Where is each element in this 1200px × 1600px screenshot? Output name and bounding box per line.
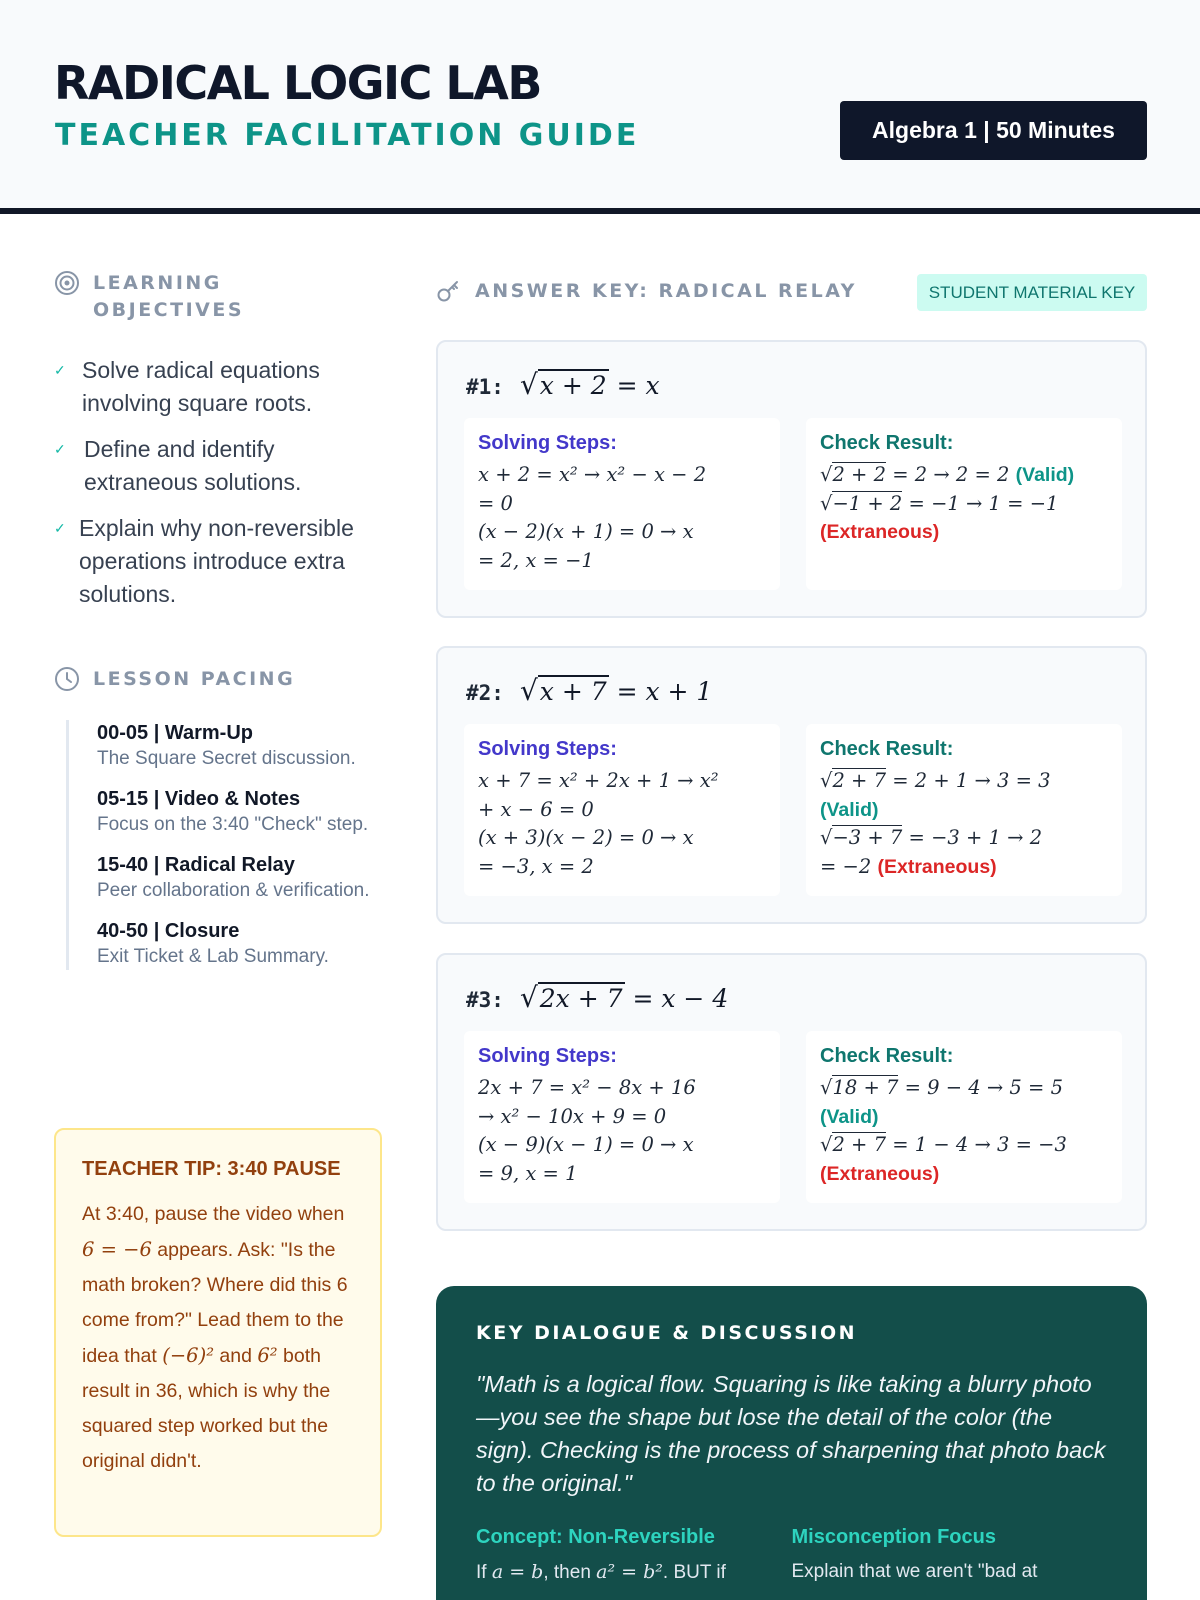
check-result-panel bbox=[806, 724, 1122, 896]
check-result-panel bbox=[806, 1031, 1122, 1203]
pacing-item-desc: Exit Ticket & Lab Summary. bbox=[97, 946, 329, 967]
key-icon bbox=[436, 278, 462, 304]
step-line: = −3, x = 2 bbox=[478, 854, 594, 878]
pacing-item-title: 00-05 | Warm-Up bbox=[97, 722, 254, 744]
misconception-column bbox=[792, 1526, 1108, 1586]
problem-title bbox=[466, 674, 712, 707]
check-line: (Valid) bbox=[820, 798, 879, 821]
pacing-heading bbox=[54, 666, 295, 693]
solving-steps-label: Solving Steps: bbox=[478, 738, 617, 760]
pacing-timeline bbox=[66, 720, 386, 970]
step-line: 2x + 7 = x² − 8x + 16 bbox=[478, 1076, 696, 1099]
solving-steps-label: Solving Steps: bbox=[478, 1045, 617, 1067]
step-line: = 2, x = −1 bbox=[478, 548, 594, 572]
objective-text: Solve radical equations involving square roots. bbox=[82, 357, 320, 416]
solving-steps-panel bbox=[464, 418, 780, 590]
check-result-label: Check Result: bbox=[820, 1045, 954, 1067]
student-material-tag: STUDENT MATERIAL KEY bbox=[917, 274, 1147, 311]
step-line: + x − 6 = 0 bbox=[478, 797, 594, 821]
problem-card bbox=[436, 953, 1147, 1231]
step-line: x + 7 = x² + 2x + 1 → x² bbox=[478, 769, 719, 792]
step-line: (x − 9)(x − 1) = 0 → x bbox=[478, 1133, 694, 1156]
pacing-item-desc: Focus on the 3:40 "Check" step. bbox=[97, 814, 369, 835]
clock-icon bbox=[54, 666, 80, 692]
objectives-list bbox=[54, 354, 394, 624]
check-icon: ✓ bbox=[54, 441, 66, 457]
check-line: (Valid) bbox=[820, 1105, 879, 1128]
problem-equation: √2x + 7 = x − 4 bbox=[519, 981, 729, 1014]
solving-steps-panel bbox=[464, 1031, 780, 1203]
teacher-tip bbox=[54, 1128, 382, 1537]
check-result-label: Check Result: bbox=[820, 738, 954, 760]
teacher-tip-body: At 3:40, pause the video when 6 = −6 appears. Ask: "Is the math broken? Where did this 6 come from?" Lead them to the idea that (−6)² and 6² both result in 36, which is why the squared step worked but the original didn't. bbox=[82, 1203, 348, 1472]
solving-steps-label: Solving Steps: bbox=[478, 432, 617, 454]
pacing-item-title: 05-15 | Video & Notes bbox=[97, 788, 301, 810]
pacing-item bbox=[69, 852, 386, 904]
check-line: (Extraneous) bbox=[820, 521, 940, 543]
concept-title: Concept: Non-Reversible bbox=[476, 1526, 715, 1548]
objective-text: Explain why non-reversible operations introduce extra solutions. bbox=[79, 515, 354, 607]
pacing-heading-text: LESSON PACING bbox=[93, 668, 296, 690]
check-result-label: Check Result: bbox=[820, 432, 954, 454]
step-line: x + 2 = x² → x² − x − 2 bbox=[478, 463, 707, 486]
step-line: → x² − 10x + 9 = 0 bbox=[478, 1104, 667, 1128]
check-line: √2 + 7 = 2 + 1 → 3 = 3 bbox=[820, 769, 1051, 792]
check-line: √18 + 7 = 9 − 4 → 5 = 5 bbox=[820, 1076, 1063, 1099]
page-title: RADICAL LOGIC LAB bbox=[54, 56, 541, 110]
check-line: √2 + 2 = 2 → 2 = 2 (Valid) bbox=[820, 463, 1075, 486]
step-line: = 9, x = 1 bbox=[478, 1161, 578, 1185]
check-icon: ✓ bbox=[54, 520, 66, 536]
problem-number: #3: bbox=[466, 988, 504, 1012]
course-badge: Algebra 1 | 50 Minutes bbox=[840, 101, 1147, 160]
misconception-text: Explain that we aren't "bad at bbox=[791, 1561, 1038, 1582]
pacing-item bbox=[69, 786, 386, 838]
problem-title bbox=[466, 368, 660, 401]
pacing-item-desc: The Square Secret discussion. bbox=[97, 748, 356, 769]
objective-text: Define and identify extraneous solutions. bbox=[84, 436, 302, 495]
concept-text: If a = b, then a² = b². BUT if bbox=[476, 1561, 726, 1583]
solving-steps-panel bbox=[464, 724, 780, 896]
pacing-item bbox=[69, 720, 386, 772]
problem-equation: √x + 2 = x bbox=[519, 368, 660, 401]
objectives-heading-line1: LEARNING bbox=[93, 272, 222, 294]
step-line: = 0 bbox=[478, 491, 513, 515]
dialogue-quote: "Math is a logical flow. Squaring is like taking a blurry photo—you see the shape but lose the detail of the color (the sign). Checking is the process of sharpening that photo back to the original." bbox=[476, 1371, 1106, 1496]
check-line: √2 + 7 = 1 − 4 → 3 = −3 bbox=[820, 1133, 1067, 1156]
page-subtitle: TEACHER FACILITATION GUIDE bbox=[55, 118, 640, 153]
target-icon bbox=[54, 270, 80, 296]
pacing-item bbox=[69, 918, 386, 970]
problem-number: #2: bbox=[466, 681, 504, 705]
teacher-tip-title: TEACHER TIP: 3:40 PAUSE bbox=[82, 1158, 341, 1180]
objective-item bbox=[54, 512, 394, 611]
problem-card bbox=[436, 646, 1147, 924]
answer-key-heading bbox=[436, 278, 857, 305]
pacing-item-desc: Peer collaboration & verification. bbox=[97, 880, 370, 901]
objective-item bbox=[54, 354, 394, 420]
check-icon: ✓ bbox=[54, 362, 66, 378]
objectives-heading bbox=[54, 270, 244, 324]
step-line: (x − 2)(x + 1) = 0 → x bbox=[478, 520, 694, 543]
concept-column bbox=[476, 1526, 792, 1586]
check-line: (Extraneous) bbox=[820, 1162, 940, 1185]
problem-title bbox=[466, 981, 728, 1014]
check-line: √−1 + 2 = −1 → 1 = −1 bbox=[820, 491, 1059, 515]
key-dialogue-card bbox=[436, 1286, 1147, 1600]
answer-key-heading-text: ANSWER KEY: RADICAL RELAY bbox=[475, 280, 857, 302]
check-line: √−3 + 7 = −3 + 1 → 2 bbox=[820, 826, 1043, 849]
problem-equation: √x + 7 = x + 1 bbox=[519, 674, 713, 707]
objective-item bbox=[54, 433, 394, 499]
pacing-item-title: 15-40 | Radical Relay bbox=[97, 854, 295, 876]
problem-number: #1: bbox=[466, 375, 504, 399]
check-result-panel bbox=[806, 418, 1122, 590]
dialogue-columns bbox=[476, 1526, 1107, 1586]
header bbox=[0, 0, 1200, 214]
check-line: = −2 (Extraneous) bbox=[820, 854, 997, 878]
objectives-heading-line2: OBJECTIVES bbox=[93, 299, 245, 321]
misconception-title: Misconception Focus bbox=[791, 1526, 996, 1548]
pacing-item-title: 40-50 | Closure bbox=[97, 920, 240, 942]
problem-card bbox=[436, 340, 1147, 618]
dialogue-heading: KEY DIALOGUE & DISCUSSION bbox=[476, 1322, 858, 1344]
step-line: (x + 3)(x − 2) = 0 → x bbox=[478, 826, 694, 849]
